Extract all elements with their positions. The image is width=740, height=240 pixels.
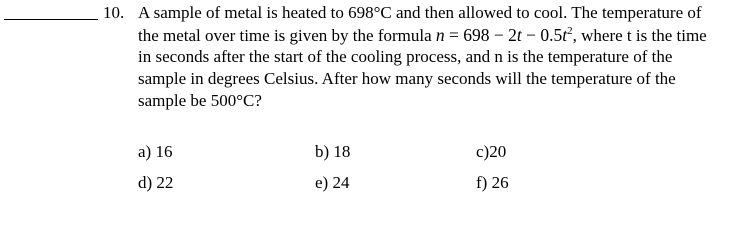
question-text-line-1: A sample of metal is heated to 698°C and then allowed to cool. The temperature of — [138, 3, 702, 22]
question-text-line-5: sample be 500°C? — [138, 91, 262, 110]
question-text-line-2-pre: the metal over time is given by the formula — [138, 26, 436, 45]
formula-var-t2: t — [562, 25, 568, 45]
formula-eq: = 698 − 2 — [444, 25, 517, 45]
answer-blank-line — [4, 19, 98, 20]
choice-b: b) 18 — [315, 142, 351, 161]
choice-d: d) 22 — [138, 173, 174, 192]
formula-var-n: n — [435, 25, 445, 45]
formula-var-t1: t — [516, 25, 522, 45]
choice-e: e) 24 — [315, 173, 350, 192]
question-text-line-2 — [138, 24, 707, 47]
question-number: 10. — [103, 3, 125, 22]
question-text-line-2-post: , where t is the time — [572, 26, 707, 45]
formula-exponent: 2 — [567, 25, 573, 37]
formula — [436, 25, 573, 45]
question-text-line-3: in seconds after the start of the cooling process, and n is the temperature of the — [138, 47, 673, 66]
formula-minus: − 0.5 — [521, 25, 563, 45]
choice-f: f) 26 — [476, 173, 509, 192]
question-text-line-4: sample in degrees Celsius. After how many seconds will the temperature of the — [138, 69, 676, 88]
choice-c: c)20 — [476, 142, 507, 161]
choice-a: a) 16 — [138, 142, 173, 161]
